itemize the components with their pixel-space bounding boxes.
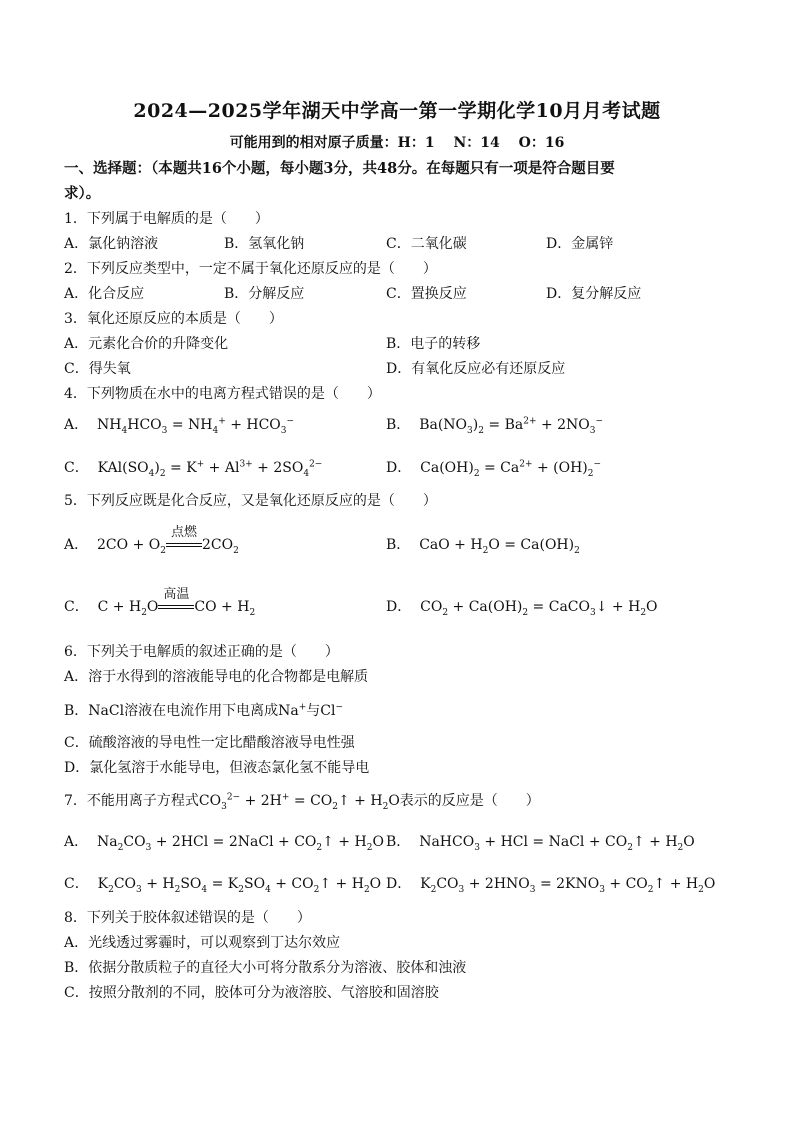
- question-3-stem: 3．氧化还原反应的本质是（ ）: [64, 311, 283, 327]
- option-label: C．: [64, 599, 89, 615]
- question-3-option-a: A．元素化合价的升降变化: [64, 336, 229, 352]
- question-6-option-d: D．氯化氢溶于水能导电，但液态氯化氢不能导电: [64, 760, 370, 776]
- question-7-option-c: [64, 873, 381, 893]
- question-2-stem: 2．下列反应类型中，一定不属于氧化还原反应的是（ ）: [64, 261, 437, 277]
- question-3-option-d: D．有氧化反应必有还原反应: [386, 361, 566, 377]
- reaction-equation-d: $K_2CO_3 + 2HNO_3 = 2KNO_3$ + $CO_2↑ + H_2O$: [415, 876, 716, 895]
- reaction-equation-c: $C + H_2O$ 高温 CO + $H_2$: [93, 599, 255, 615]
- question-4-option-c: [64, 457, 322, 477]
- condition-label: 点燃: [170, 525, 197, 540]
- question-8-option-b: B．依据分散质粒子的直径大小可将分散系分为溶液、胶体和浊液: [64, 960, 467, 976]
- question-6-option-b: [64, 700, 343, 720]
- question-3-option-c: C．得失氧: [64, 361, 131, 377]
- option-label: D．: [386, 460, 412, 476]
- ionic-equation: $CO_3^{2-} + 2H^+$ = $CO_2↑ + H_2O$: [198, 792, 400, 812]
- condition-arrow: [158, 587, 194, 615]
- option-label: B．: [386, 417, 411, 433]
- condition-arrow: [166, 525, 202, 553]
- question-2-option-b: B．分解反应: [224, 286, 305, 302]
- ionization-equation-a: $NH_4HCO_3 = NH_4^+ + HCO_3^-$: [92, 416, 295, 436]
- option-label: B．: [386, 834, 411, 850]
- question-2-option-d: D．复分解反应: [546, 286, 642, 302]
- question-4-option-b: [386, 414, 603, 434]
- question-8-stem: 8．下列关于胶体叙述错误的是（ ）: [64, 910, 311, 926]
- reaction-equation-b: NaHCO$_3$ + HCl = NaCl + $CO_2↑ + H_2O$: [414, 834, 695, 853]
- question-1-option-c: C．二氧化碳: [386, 236, 467, 252]
- question-5-option-c: [64, 587, 256, 618]
- option-label: D．: [386, 876, 412, 892]
- question-7-option-d: [386, 873, 715, 893]
- question-1-option-a: A．氯化钠溶液: [64, 236, 159, 252]
- option-label: B．: [386, 537, 411, 553]
- reaction-equation-a: $2CO + O_2$ 点燃 $2CO_2$: [93, 537, 239, 553]
- question-5-stem: 5．下列反应既是化合反应，又是氧化还原反应的是（ ）: [64, 493, 437, 509]
- question-6-option-c: C．硫酸溶液的导电性一定比醋酸溶液导电性强: [64, 735, 355, 751]
- question-8-option-c: C．按照分散剂的不同，胶体可分为液溶胶、气溶胶和固溶胶: [64, 985, 439, 1001]
- question-5-option-b: [386, 534, 580, 554]
- question-5-option-d: [386, 596, 658, 616]
- question-3-option-b: B．电子的转移: [386, 336, 481, 352]
- question-7-option-a: [64, 831, 384, 851]
- ionization-equation-b: $Ba(NO_3)_2 = Ba^{2+} + 2NO_3^-$: [414, 416, 604, 436]
- stem-text: 表示的反应是（ ）: [399, 793, 540, 809]
- question-1-stem: 1．下列属于电解质的是（ ）: [64, 211, 269, 227]
- option-label: C．: [64, 460, 89, 476]
- question-6-stem: 6．下列关于电解质的叙述正确的是（ ）: [64, 644, 339, 660]
- option-text: B．NaCl溶液在电流作用下电离成: [64, 703, 279, 719]
- option-label: A．: [64, 537, 89, 553]
- section-heading: [64, 156, 724, 206]
- question-7-option-b: [386, 831, 695, 851]
- option-label: A．: [64, 834, 89, 850]
- section-heading-line2: 求）。: [64, 185, 101, 202]
- option-label: C．: [64, 876, 89, 892]
- question-2-option-c: C．置换反应: [386, 286, 467, 302]
- sodium-ion: Na+: [278, 702, 307, 719]
- question-1-option-d: D．金属锌: [546, 236, 614, 252]
- stem-text: 7．不能用离子方程式: [64, 793, 199, 809]
- question-5-option-a: [64, 525, 239, 556]
- reaction-equation-d: $CO_2 + Ca(OH)_2$ = CaCO$_3$↓ + $H_2O$: [415, 599, 658, 618]
- reaction-equation-c: $K_2CO_3 + H_2SO_4 = K_2SO_4$ + $CO_2↑ + H_2O$: [93, 876, 382, 895]
- question-8-option-a: A．光线透过雾霾时，可以观察到丁达尔效应: [64, 935, 341, 951]
- question-4-stem: 4．下列物质在水中的电离方程式错误的是（ ）: [64, 386, 381, 402]
- option-label: D．: [386, 599, 412, 615]
- exam-title: 2024—2025学年湖天中学高一第一学期化学10月月考试题: [133, 100, 661, 122]
- atomic-masses: 可能用到的相对原子质量：H：1 N：14 O：16: [229, 135, 565, 151]
- ionization-equation-c: $KAl(SO_4)_2 = K^+ + Al^{3+} + 2SO_4^{2-}$: [93, 459, 323, 479]
- question-4-option-a: [64, 414, 294, 434]
- question-7-stem: [64, 790, 540, 810]
- reaction-equation-b: CaO + $H_2O = Ca(OH)_2$: [414, 537, 580, 556]
- question-1-option-b: B．氢氧化钠: [224, 236, 305, 252]
- reaction-equation-a: $Na_2CO_3 + 2HCl$ = 2NaCl + $CO_2↑ + H_2O$: [92, 834, 384, 853]
- question-2-option-a: A．化合反应: [64, 286, 145, 302]
- ionization-equation-d: $Ca(OH)_2 = Ca^{2+} + (OH)_2^-$: [415, 459, 602, 479]
- section-heading-line1: 一、选择题：（本题共16个小题，每小题3分，共48分。在每题只有一项是符合题目要: [64, 160, 615, 177]
- question-6-option-a: A．溶于水得到的溶液能导电的化合物都是电解质: [64, 669, 369, 685]
- option-text: 与: [306, 703, 321, 719]
- question-4-option-d: [386, 457, 601, 477]
- option-label: A．: [64, 417, 89, 433]
- condition-label: 高温: [163, 587, 190, 602]
- chloride-ion: Cl−: [320, 702, 343, 719]
